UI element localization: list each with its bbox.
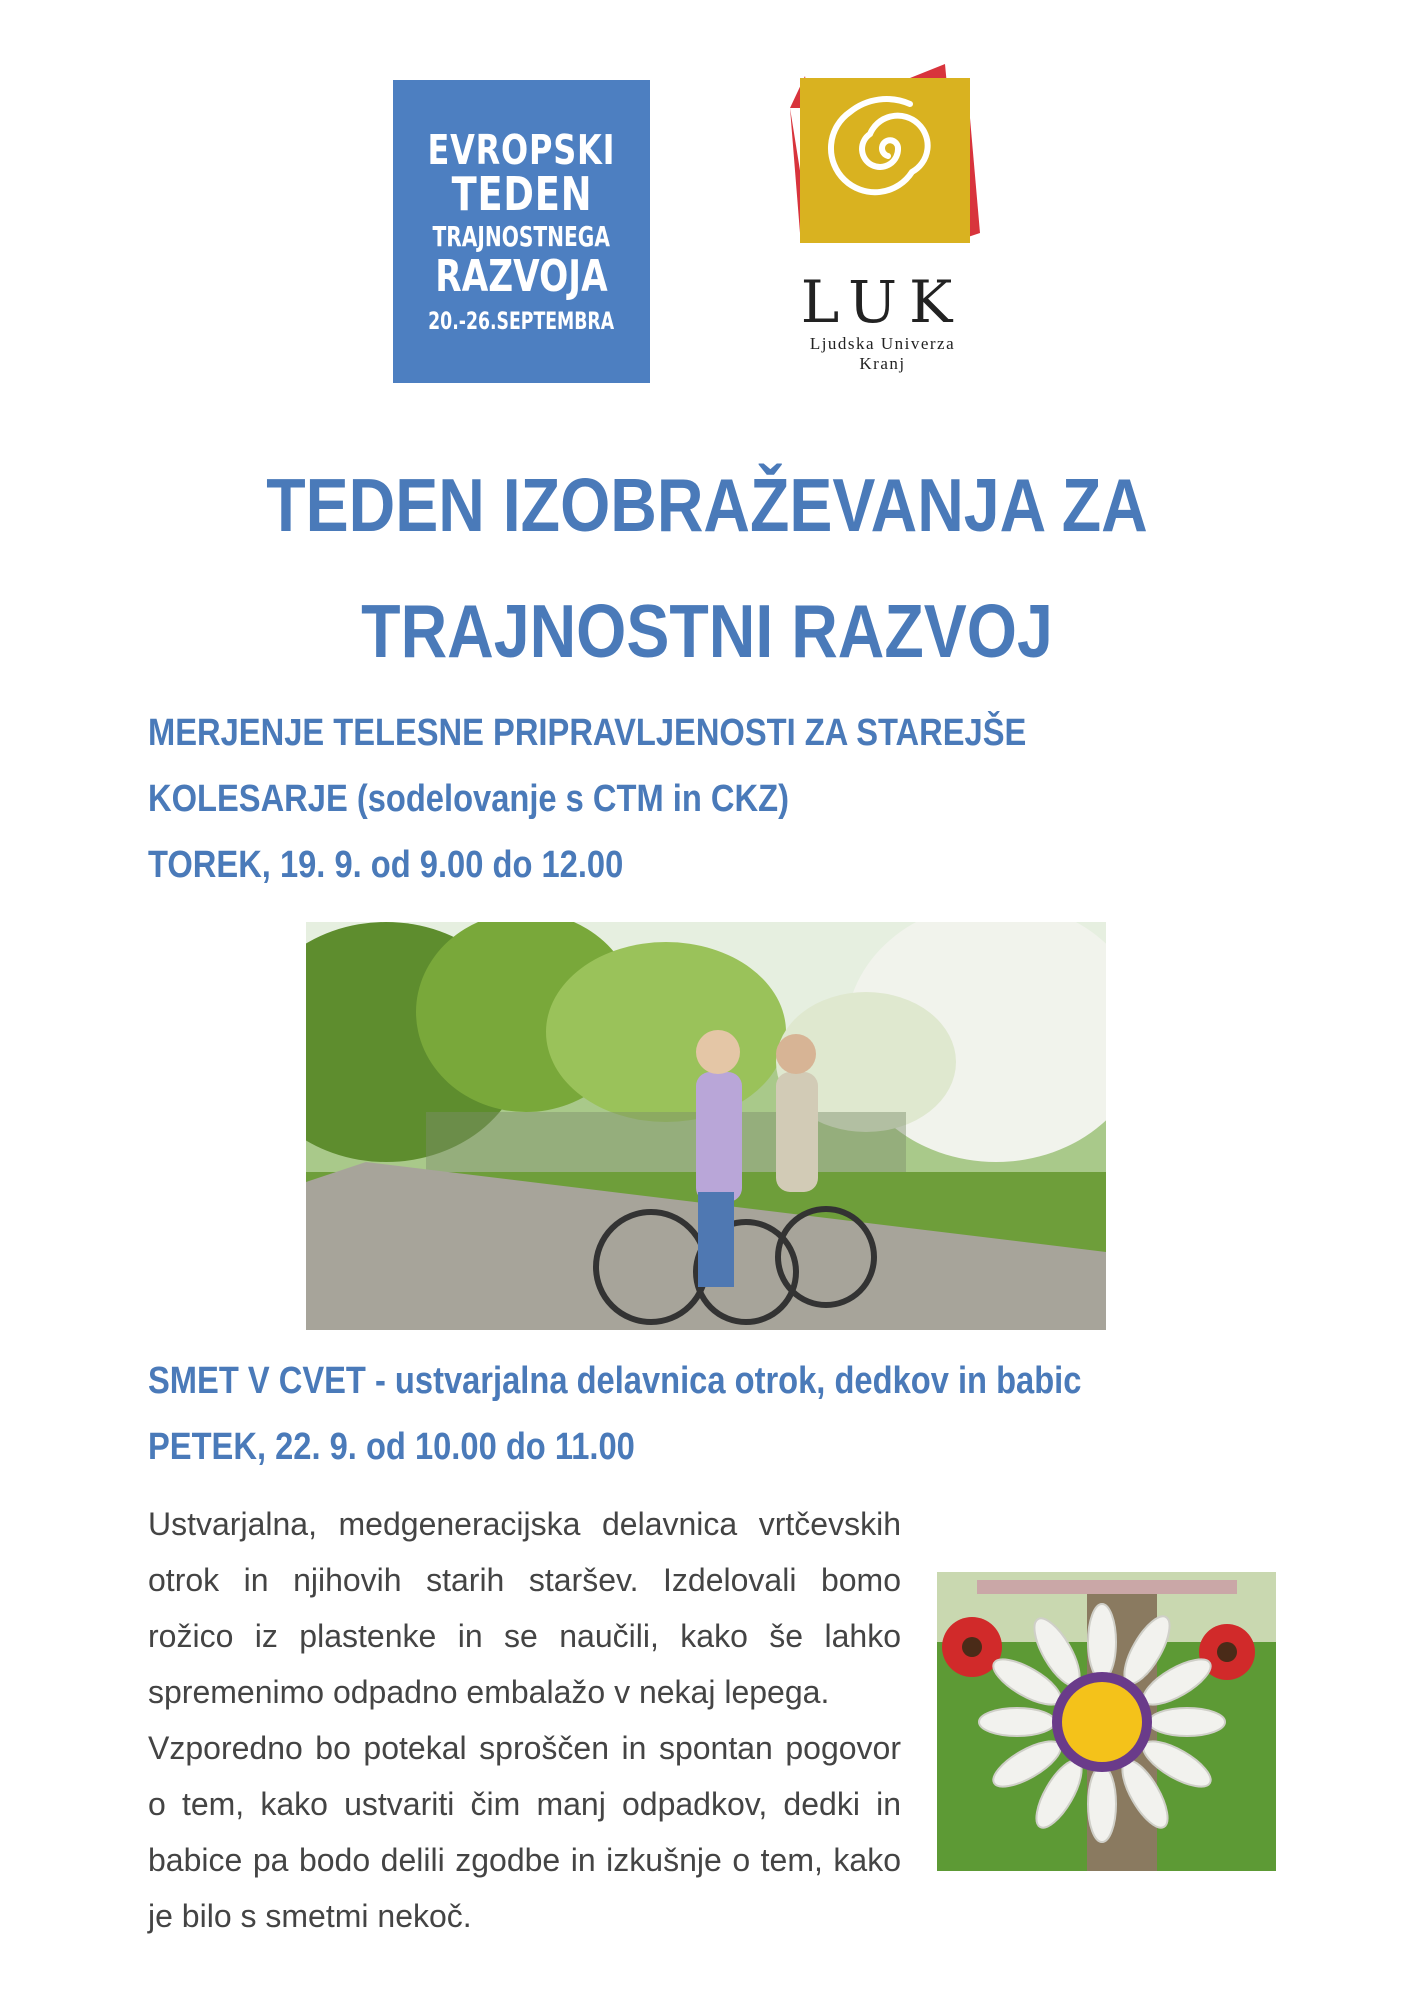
bottle-flower-photo — [937, 1572, 1276, 1871]
event1-title-line1: MERJENJE TELESNE PRIPRAVLJENOSTI ZA STAREJŠE — [148, 712, 1027, 754]
event2-paragraph1: Ustvarjalna, medgeneracijska delavnica vrtčevskih otrok in njihovih starih staršev. Izdelovali bomo rožico iz plastenke in se naučili, kako še lahko spremenimo odpadno embalažo v nekaj lepega. — [148, 1506, 901, 1710]
esdw-logo-line1: EVROPSKI — [427, 126, 616, 174]
cyclists-photo — [306, 922, 1106, 1330]
luk-logo — [770, 58, 1010, 378]
luk-letters: LUK — [800, 268, 965, 336]
page-title-line2: TRAJNOSTNI RAZVOJ — [361, 589, 1053, 673]
page-title-line1: TEDEN IZOBRAŽEVANJA ZA — [266, 463, 1148, 547]
luk-subtitle-line2: Kranj — [859, 354, 906, 373]
esdw-logo-line2: TEDEN — [451, 167, 592, 221]
event2-date: PETEK, 22. 9. od 10.00 do 11.00 — [148, 1426, 635, 1468]
event2-description — [148, 1496, 901, 1944]
event2-paragraph2: Vzporedno bo potekal sproščen in spontan pogovor o tem, kako ustvariti čim manj odpadkov, dedki in babice pa bodo delili zgodbe in izkušnje o tem, kako je bilo s smetmi nekoč. — [148, 1730, 901, 1934]
event1-title-line2: KOLESARJE (sodelovanje s CTM in CKZ) — [148, 778, 789, 820]
esdw-logo-line4: RAZVOJA — [435, 251, 608, 302]
esdw-logo-dates: 20.-26.SEPTEMBRA — [428, 307, 615, 335]
luk-subtitle-line1: Ljudska Univerza — [809, 334, 956, 353]
luk-spiral-icon — [770, 58, 1010, 268]
esdw-logo-line3: TRAJNOSTNEGA — [432, 220, 611, 253]
event2-title: SMET V CVET - ustvarjalna delavnica otrok, dedkov in babic — [148, 1360, 1082, 1402]
event1-date: TOREK, 19. 9. od 9.00 do 12.00 — [148, 844, 624, 886]
esdw-logo — [393, 80, 650, 383]
